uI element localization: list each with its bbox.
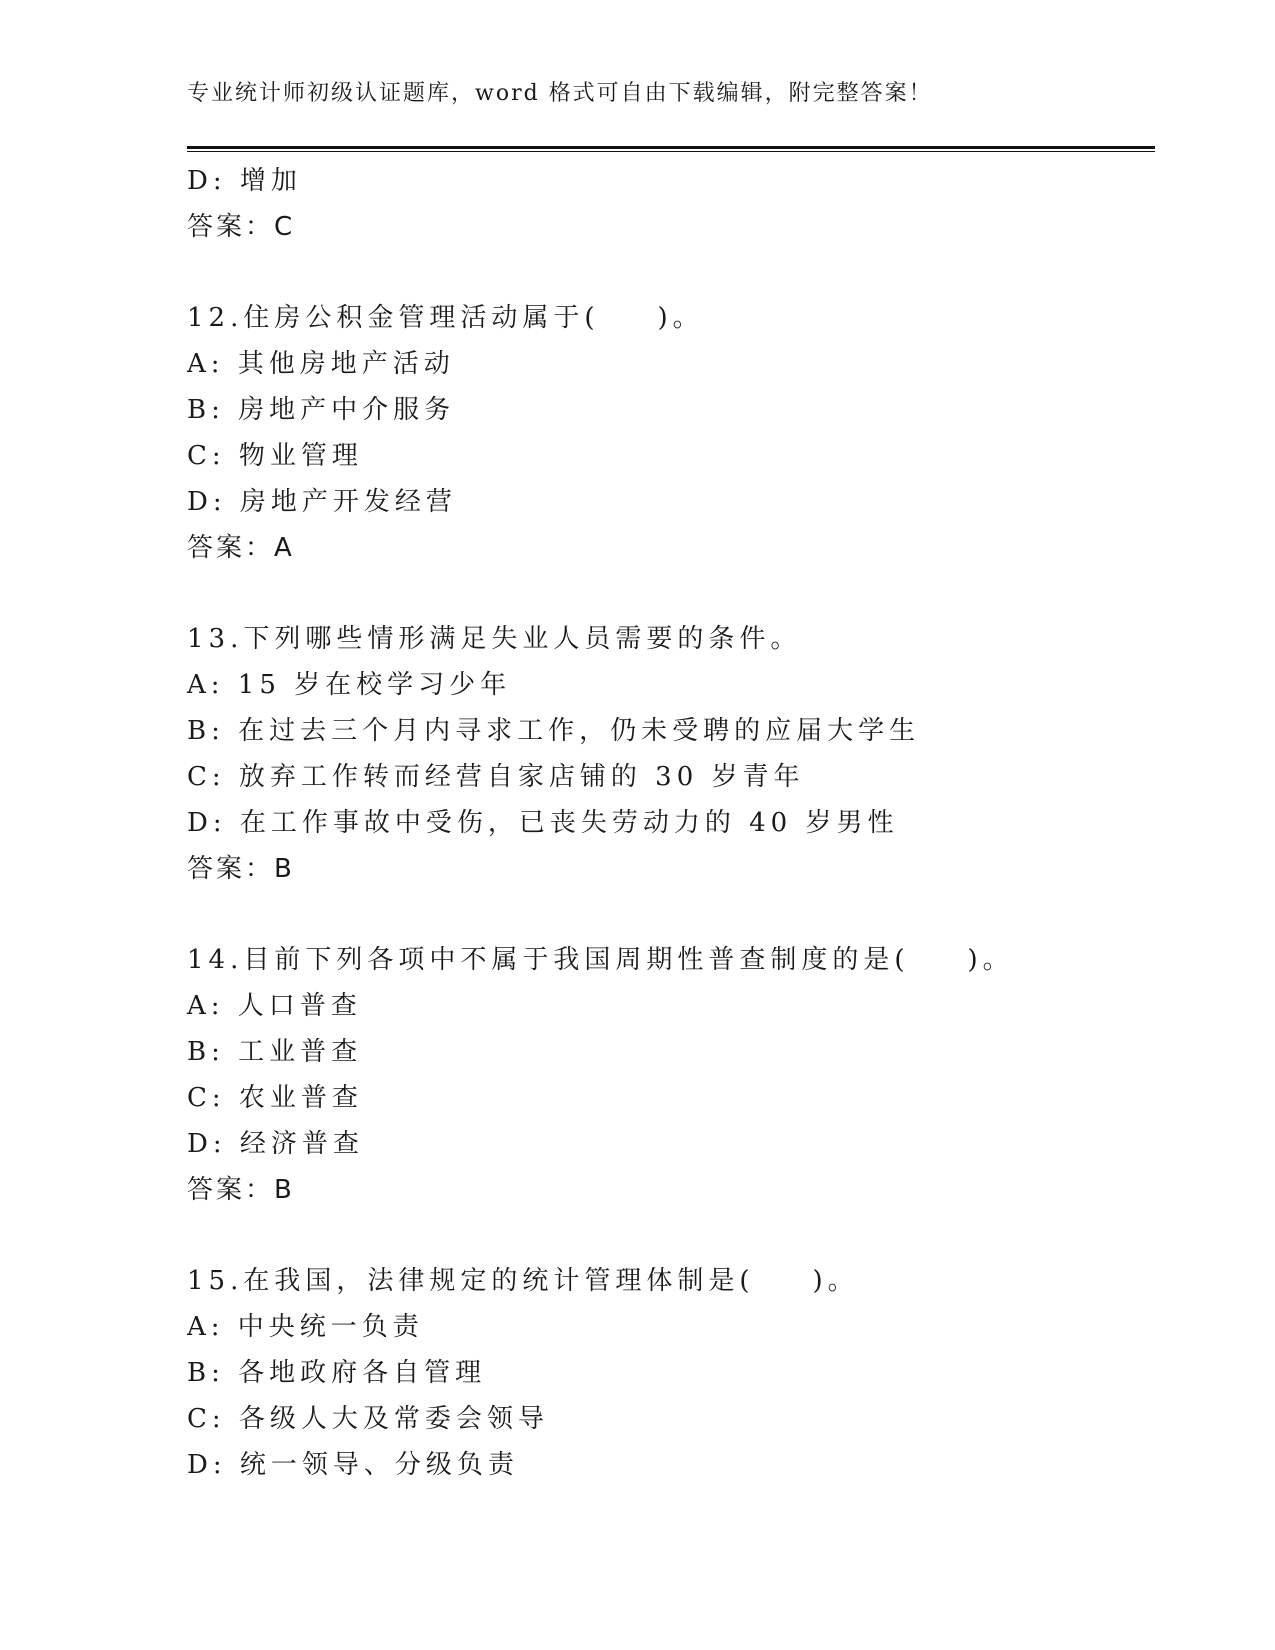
page-header: 专业统计师初级认证题库，word 格式可自由下载编辑，附完整答案！ [187, 81, 933, 106]
question-13-option-c: C: 放弃工作转而经营自家店铺的 30 岁青年 [187, 762, 805, 792]
question-13-option-b: B: 在过去三个月内寻求工作，仍未受聘的应届大学生 [187, 716, 921, 746]
question-14-option-b: B: 工业普查 [187, 1037, 363, 1067]
question-14-answer: 答案：B [187, 1175, 295, 1205]
question-13-option-a: A: 15 岁在校学习少年 [187, 670, 512, 700]
question-12-option-a: A: 其他房地产活动 [187, 349, 455, 379]
question-14-option-c: C: 农业普查 [187, 1083, 363, 1113]
question-15-option-a: A: 中央统一负责 [187, 1312, 424, 1342]
question-12-option-d: D: 房地产开发经营 [187, 487, 457, 517]
question-15-stem: 15.在我国，法律规定的统计管理体制是( )。 [187, 1266, 859, 1296]
question-14-option-a: A: 人口普查 [187, 991, 362, 1021]
header-rule-thick [187, 146, 1155, 149]
question-12-option-c: C: 物业管理 [187, 441, 363, 471]
question-12-option-b: B: 房地产中介服务 [187, 395, 456, 425]
question-13-option-d: D: 在工作事故中受伤，已丧失劳动力的 40 岁男性 [187, 808, 899, 838]
prev-answer: 答案：C [187, 212, 296, 242]
question-12-stem: 12.住房公积金管理活动属于( )。 [187, 303, 704, 333]
question-15-option-d: D: 统一领导、分级负责 [187, 1450, 519, 1480]
question-13-stem: 13.下列哪些情形满足失业人员需要的条件。 [187, 624, 802, 654]
question-13-answer: 答案：B [187, 854, 295, 884]
question-12-answer: 答案：A [187, 533, 295, 563]
prev-option-d: D: 增加 [187, 166, 302, 196]
question-14-stem: 14.目前下列各项中不属于我国周期性普查制度的是( )。 [187, 945, 1014, 975]
header-rule-thin [187, 151, 1155, 152]
question-15-option-c: C: 各级人大及常委会领导 [187, 1404, 549, 1434]
question-14-option-d: D: 经济普查 [187, 1129, 364, 1159]
question-15-option-b: B: 各地政府各自管理 [187, 1358, 487, 1388]
question-content [187, 158, 1155, 1488]
